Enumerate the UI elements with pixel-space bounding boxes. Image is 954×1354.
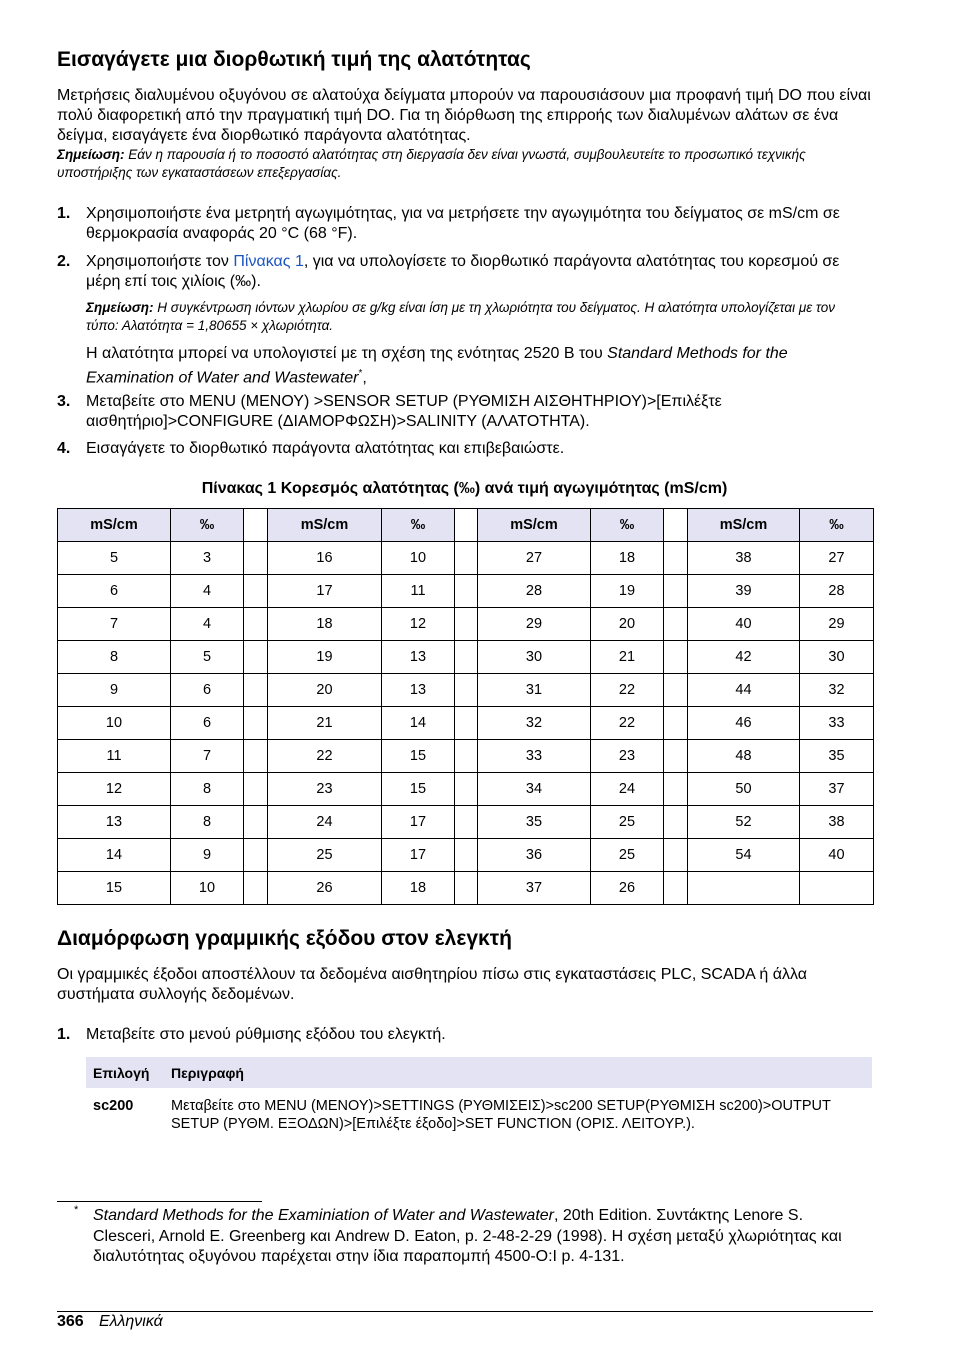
salinity-cell xyxy=(800,872,874,905)
conductivity-cell: 18 xyxy=(268,608,382,641)
salinity-cell: 10 xyxy=(171,872,244,905)
salinity-cell: 29 xyxy=(800,608,874,641)
step-2-extra-b: , xyxy=(362,369,367,387)
salinity-cell: 37 xyxy=(800,773,874,806)
salinity-cell: 18 xyxy=(382,872,455,905)
step-2-text-b: , για να υπολογίσετε το διορθωτικό παράγοντα αλατότητας του κορεσμού σε μέρη επί τοις χιλίοις (‰). xyxy=(86,253,840,290)
footer-rule xyxy=(57,1311,873,1312)
conductivity-cell: 21 xyxy=(268,707,382,740)
conductivity-cell: 37 xyxy=(478,872,591,905)
column-gap xyxy=(664,542,688,575)
conductivity-cell: 20 xyxy=(268,674,382,707)
step-3-text: Μεταβείτε στο MENU (ΜΕΝΟΥ) >SENSOR SETUP (ΡΥΘΜΙΣΗ ΑΙΣΘΗΤΗΡΙΟΥ)>[Επιλέξτε αισθητήριο]>CONFIGURE (ΔΙΑΜΟΡΦΩΣΗ)>SALINITY (ΑΛΑΤΟΤΗΤΑ). xyxy=(86,393,722,430)
salinity-cell: 19 xyxy=(591,575,664,608)
options-header-row xyxy=(86,1057,872,1088)
conductivity-cell: 40 xyxy=(688,608,800,641)
footnote-body: , 20th Edition. Συντάκτης Lenore S. Clesceri, Arnold E. Greenberg και Andrew D. Eaton, p. 2-48-2-29 (1998). Η σχέση μεταξύ χλωριότητας και διαλυτότητας οξυγόνου παρέχεται στην ίδια παραπομπή 4500-O:I p. 4-131. xyxy=(93,1207,842,1265)
column-gap xyxy=(244,608,268,641)
salinity-cell: 8 xyxy=(171,806,244,839)
column-gap xyxy=(455,740,478,773)
note-label: Σημείωση: xyxy=(57,147,125,162)
conductivity-cell: 36 xyxy=(478,839,591,872)
conductivity-cell: 38 xyxy=(688,542,800,575)
column-gap xyxy=(244,575,268,608)
salinity-cell: 40 xyxy=(800,839,874,872)
salinity-cell: 3 xyxy=(171,542,244,575)
step-1-text: Χρησιμοποιήστε ένα μετρητή αγωγιμότητας, για να μετρήσετε την αγωγιμότητα του δείγματος σε mS/cm σε θερμοκρασία αναφοράς 20 °C (68 °F). xyxy=(86,205,840,242)
column-header-ms: mS/cm xyxy=(58,509,171,542)
column-gap xyxy=(244,641,268,674)
conductivity-cell: 48 xyxy=(688,740,800,773)
salinity-cell: 6 xyxy=(171,674,244,707)
salinity-cell: 15 xyxy=(382,740,455,773)
column-gap xyxy=(664,674,688,707)
table-row xyxy=(58,674,874,707)
column-gap xyxy=(664,707,688,740)
conductivity-cell: 24 xyxy=(268,806,382,839)
step-2-text-a: Χρησιμοποιήστε τον xyxy=(86,253,234,270)
conductivity-cell: 11 xyxy=(58,740,171,773)
conductivity-cell: 50 xyxy=(688,773,800,806)
step-number: 1. xyxy=(57,1026,71,1043)
output-step-1-text: Μεταβείτε στο μενού ρύθμισης εξόδου του ελεγκτή. xyxy=(86,1026,446,1043)
column-gap xyxy=(455,542,478,575)
column-header-ms: mS/cm xyxy=(688,509,800,542)
salinity-cell: 25 xyxy=(591,806,664,839)
salinity-cell: 6 xyxy=(171,707,244,740)
column-gap xyxy=(664,740,688,773)
conductivity-cell: 46 xyxy=(688,707,800,740)
column-header-permil: ‰ xyxy=(171,509,244,542)
column-gap xyxy=(455,608,478,641)
conductivity-cell: 15 xyxy=(58,872,171,905)
footnote-ref[interactable]: * xyxy=(358,368,363,379)
salinity-cell: 4 xyxy=(171,575,244,608)
table-1-caption: Πίνακας 1 Κορεσμός αλατότητας (‰) ανά τιμή αγωγιμότητας (mS/cm) xyxy=(201,480,728,497)
conductivity-cell: 22 xyxy=(268,740,382,773)
salinity-cell: 13 xyxy=(382,674,455,707)
salinity-cell: 20 xyxy=(591,608,664,641)
conductivity-cell xyxy=(688,872,800,905)
page-number: 366 xyxy=(57,1313,84,1330)
conductivity-cell: 13 xyxy=(58,806,171,839)
step-number: 2. xyxy=(57,253,71,270)
step-number: 4. xyxy=(57,440,71,457)
table-header-row xyxy=(58,509,874,542)
conductivity-cell: 5 xyxy=(58,542,171,575)
salinity-cell: 9 xyxy=(171,839,244,872)
column-gap xyxy=(244,707,268,740)
conductivity-cell: 19 xyxy=(268,641,382,674)
salinity-cell: 17 xyxy=(382,806,455,839)
table-row xyxy=(58,575,874,608)
conductivity-cell: 14 xyxy=(58,839,171,872)
salinity-cell: 28 xyxy=(800,575,874,608)
column-gap xyxy=(244,674,268,707)
column-gap xyxy=(664,806,688,839)
note-text: Εάν η παρουσία ή το ποσοστό αλατότητας στη διεργασία δεν είναι γνωστά, συμβουλευτείτε το προσωπικό τεχνικής υποστήριξης των εγκαταστάσεων επεξεργασίας. xyxy=(57,147,806,180)
table-row xyxy=(58,608,874,641)
column-header-permil: ‰ xyxy=(800,509,874,542)
column-gap xyxy=(664,641,688,674)
salinity-cell: 32 xyxy=(800,674,874,707)
salinity-cell: 4 xyxy=(171,608,244,641)
conductivity-cell: 9 xyxy=(58,674,171,707)
description-header: Περιγραφή xyxy=(164,1057,872,1088)
footer-language: Ελληνικά xyxy=(99,1313,163,1330)
conductivity-cell: 10 xyxy=(58,707,171,740)
column-gap xyxy=(455,509,478,542)
column-header-ms: mS/cm xyxy=(478,509,591,542)
salinity-cell: 10 xyxy=(382,542,455,575)
table-row xyxy=(58,839,874,872)
standard-methods-title: Standard Methods for the Examination of Water and Wastewater xyxy=(86,345,788,387)
conductivity-cell: 12 xyxy=(58,773,171,806)
column-gap xyxy=(244,872,268,905)
note-text: Η συγκέντρωση ιόντων χλωρίου σε g/kg είναι ίση με τη χλωριότητα του δείγματος. Η αλατότητα υπολογίζεται με τον τύπο: Αλατότητα = 1,80655 × χλωριότητα. xyxy=(86,300,836,333)
conductivity-cell: 6 xyxy=(58,575,171,608)
conductivity-cell: 35 xyxy=(478,806,591,839)
column-gap xyxy=(664,608,688,641)
table-row xyxy=(58,872,874,905)
salinity-cell: 21 xyxy=(591,641,664,674)
step-number: 1. xyxy=(57,205,71,222)
conductivity-cell: 28 xyxy=(478,575,591,608)
table-row xyxy=(58,707,874,740)
table-row xyxy=(58,740,874,773)
salinity-cell: 22 xyxy=(591,707,664,740)
footnote-mark: * xyxy=(74,1204,79,1216)
conductivity-cell: 26 xyxy=(268,872,382,905)
conductivity-cell: 23 xyxy=(268,773,382,806)
note-label: Σημείωση: xyxy=(86,300,154,315)
salinity-cell: 35 xyxy=(800,740,874,773)
table-row xyxy=(58,806,874,839)
conductivity-cell: 34 xyxy=(478,773,591,806)
salinity-cell: 12 xyxy=(382,608,455,641)
salinity-cell: 15 xyxy=(382,773,455,806)
footnote-text xyxy=(93,1206,853,1268)
salinity-cell: 13 xyxy=(382,641,455,674)
conductivity-cell: 44 xyxy=(688,674,800,707)
conductivity-cell: 8 xyxy=(58,641,171,674)
conductivity-cell: 31 xyxy=(478,674,591,707)
conductivity-cell: 32 xyxy=(478,707,591,740)
column-header-permil: ‰ xyxy=(591,509,664,542)
column-gap xyxy=(664,575,688,608)
salinity-intro: Μετρήσεις διαλυμένου οξυγόνου σε αλατούχα δείγματα μπορούν να παρουσιάσουν μια προφανή τιμή DO που είναι πολύ διαφορετική από την πραγματική τιμή DO. Για τη διόρθωση της επιρροής των διαλυμένων αλάτων σε ένα δείγμα, εισαγάγετε ένα διορθωτικό παράγοντα αλατότητας. xyxy=(57,87,871,144)
column-gap xyxy=(455,773,478,806)
column-gap xyxy=(244,773,268,806)
salinity-cell: 23 xyxy=(591,740,664,773)
column-gap xyxy=(455,872,478,905)
column-gap xyxy=(244,740,268,773)
column-header-ms: mS/cm xyxy=(268,509,382,542)
salinity-cell: 5 xyxy=(171,641,244,674)
column-gap xyxy=(455,707,478,740)
column-gap xyxy=(244,542,268,575)
salinity-cell: 33 xyxy=(800,707,874,740)
conductivity-cell: 39 xyxy=(688,575,800,608)
salinity-cell: 22 xyxy=(591,674,664,707)
linear-output-intro: Οι γραμμικές έξοδοι αποστέλλουν τα δεδομένα αισθητηρίου πίσω στις εγκαταστάσεις PLC, SCADA ή άλλα συστήματα συλλογής δεδομένων. xyxy=(57,966,807,1003)
salinity-cell: 17 xyxy=(382,839,455,872)
conductivity-cell: 54 xyxy=(688,839,800,872)
column-gap xyxy=(455,575,478,608)
salinity-cell: 8 xyxy=(171,773,244,806)
salinity-cell: 24 xyxy=(591,773,664,806)
option-description: Μεταβείτε στο MENU (ΜΕΝΟΥ)>SETTINGS (ΡΥΘΜΙΣΕΙΣ)>sc200 SETUP(ΡΥΘΜΙΣΗ sc200)>OUTPUT SETUP (ΡΥΘΜ. ΕΞΟΔΩΝ)>[Επιλέξτε έξοδο]>SET FUNCTION (ΟΡΙΣ. ΛΕΙΤΟΥΡ.). xyxy=(171,1098,831,1132)
salinity-cell: 27 xyxy=(800,542,874,575)
conductivity-cell: 30 xyxy=(478,641,591,674)
conductivity-cell: 33 xyxy=(478,740,591,773)
column-gap xyxy=(664,773,688,806)
salinity-cell: 11 xyxy=(382,575,455,608)
option-header: Επιλογή xyxy=(86,1057,164,1088)
table-1-link[interactable]: Πίνακας 1 xyxy=(233,253,304,270)
step-number: 3. xyxy=(57,393,71,410)
salinity-cell: 38 xyxy=(800,806,874,839)
conductivity-cell: 29 xyxy=(478,608,591,641)
step-4-text: Εισαγάγετε το διορθωτικό παράγοντα αλατότητας και επιβεβαιώστε. xyxy=(86,440,565,457)
column-gap xyxy=(244,509,268,542)
column-gap xyxy=(455,674,478,707)
salinity-note xyxy=(57,146,837,182)
table-row xyxy=(58,773,874,806)
column-header-permil: ‰ xyxy=(382,509,455,542)
salinity-cell: 30 xyxy=(800,641,874,674)
section-title-linear-output: Διαμόρφωση γραμμικής εξόδου στον ελεγκτή xyxy=(57,927,512,950)
option-name: sc200 xyxy=(93,1098,134,1114)
table-row xyxy=(58,641,874,674)
conductivity-cell: 17 xyxy=(268,575,382,608)
salinity-cell: 18 xyxy=(591,542,664,575)
conductivity-cell: 42 xyxy=(688,641,800,674)
section-title-salinity: Εισαγάγετε μια διορθωτική τιμή της αλατότητας xyxy=(57,48,531,71)
column-gap xyxy=(455,839,478,872)
conductivity-cell: 27 xyxy=(478,542,591,575)
salinity-table xyxy=(57,508,874,905)
footnote-separator xyxy=(57,1201,262,1202)
salinity-cell: 7 xyxy=(171,740,244,773)
options-table xyxy=(86,1057,872,1137)
conductivity-cell: 25 xyxy=(268,839,382,872)
conductivity-cell: 7 xyxy=(58,608,171,641)
column-gap xyxy=(244,806,268,839)
salinity-cell: 26 xyxy=(591,872,664,905)
column-gap xyxy=(455,641,478,674)
salinity-cell: 14 xyxy=(382,707,455,740)
step-2-note xyxy=(86,299,846,335)
step-2-extra xyxy=(86,344,876,388)
step-2-extra-a: Η αλατότητα μπορεί να υπολογιστεί με τη σχέση της ενότητας 2520 B του xyxy=(86,345,608,362)
column-gap xyxy=(455,806,478,839)
column-gap xyxy=(664,839,688,872)
table-row xyxy=(58,542,874,575)
conductivity-cell: 52 xyxy=(688,806,800,839)
step-2-text xyxy=(86,252,876,292)
option-row xyxy=(86,1088,872,1137)
column-gap xyxy=(244,839,268,872)
column-gap xyxy=(664,509,688,542)
conductivity-cell: 16 xyxy=(268,542,382,575)
salinity-cell: 25 xyxy=(591,839,664,872)
footnote-title: Standard Methods for the Examiniation of Water and Wastewater xyxy=(93,1207,554,1224)
column-gap xyxy=(664,872,688,905)
